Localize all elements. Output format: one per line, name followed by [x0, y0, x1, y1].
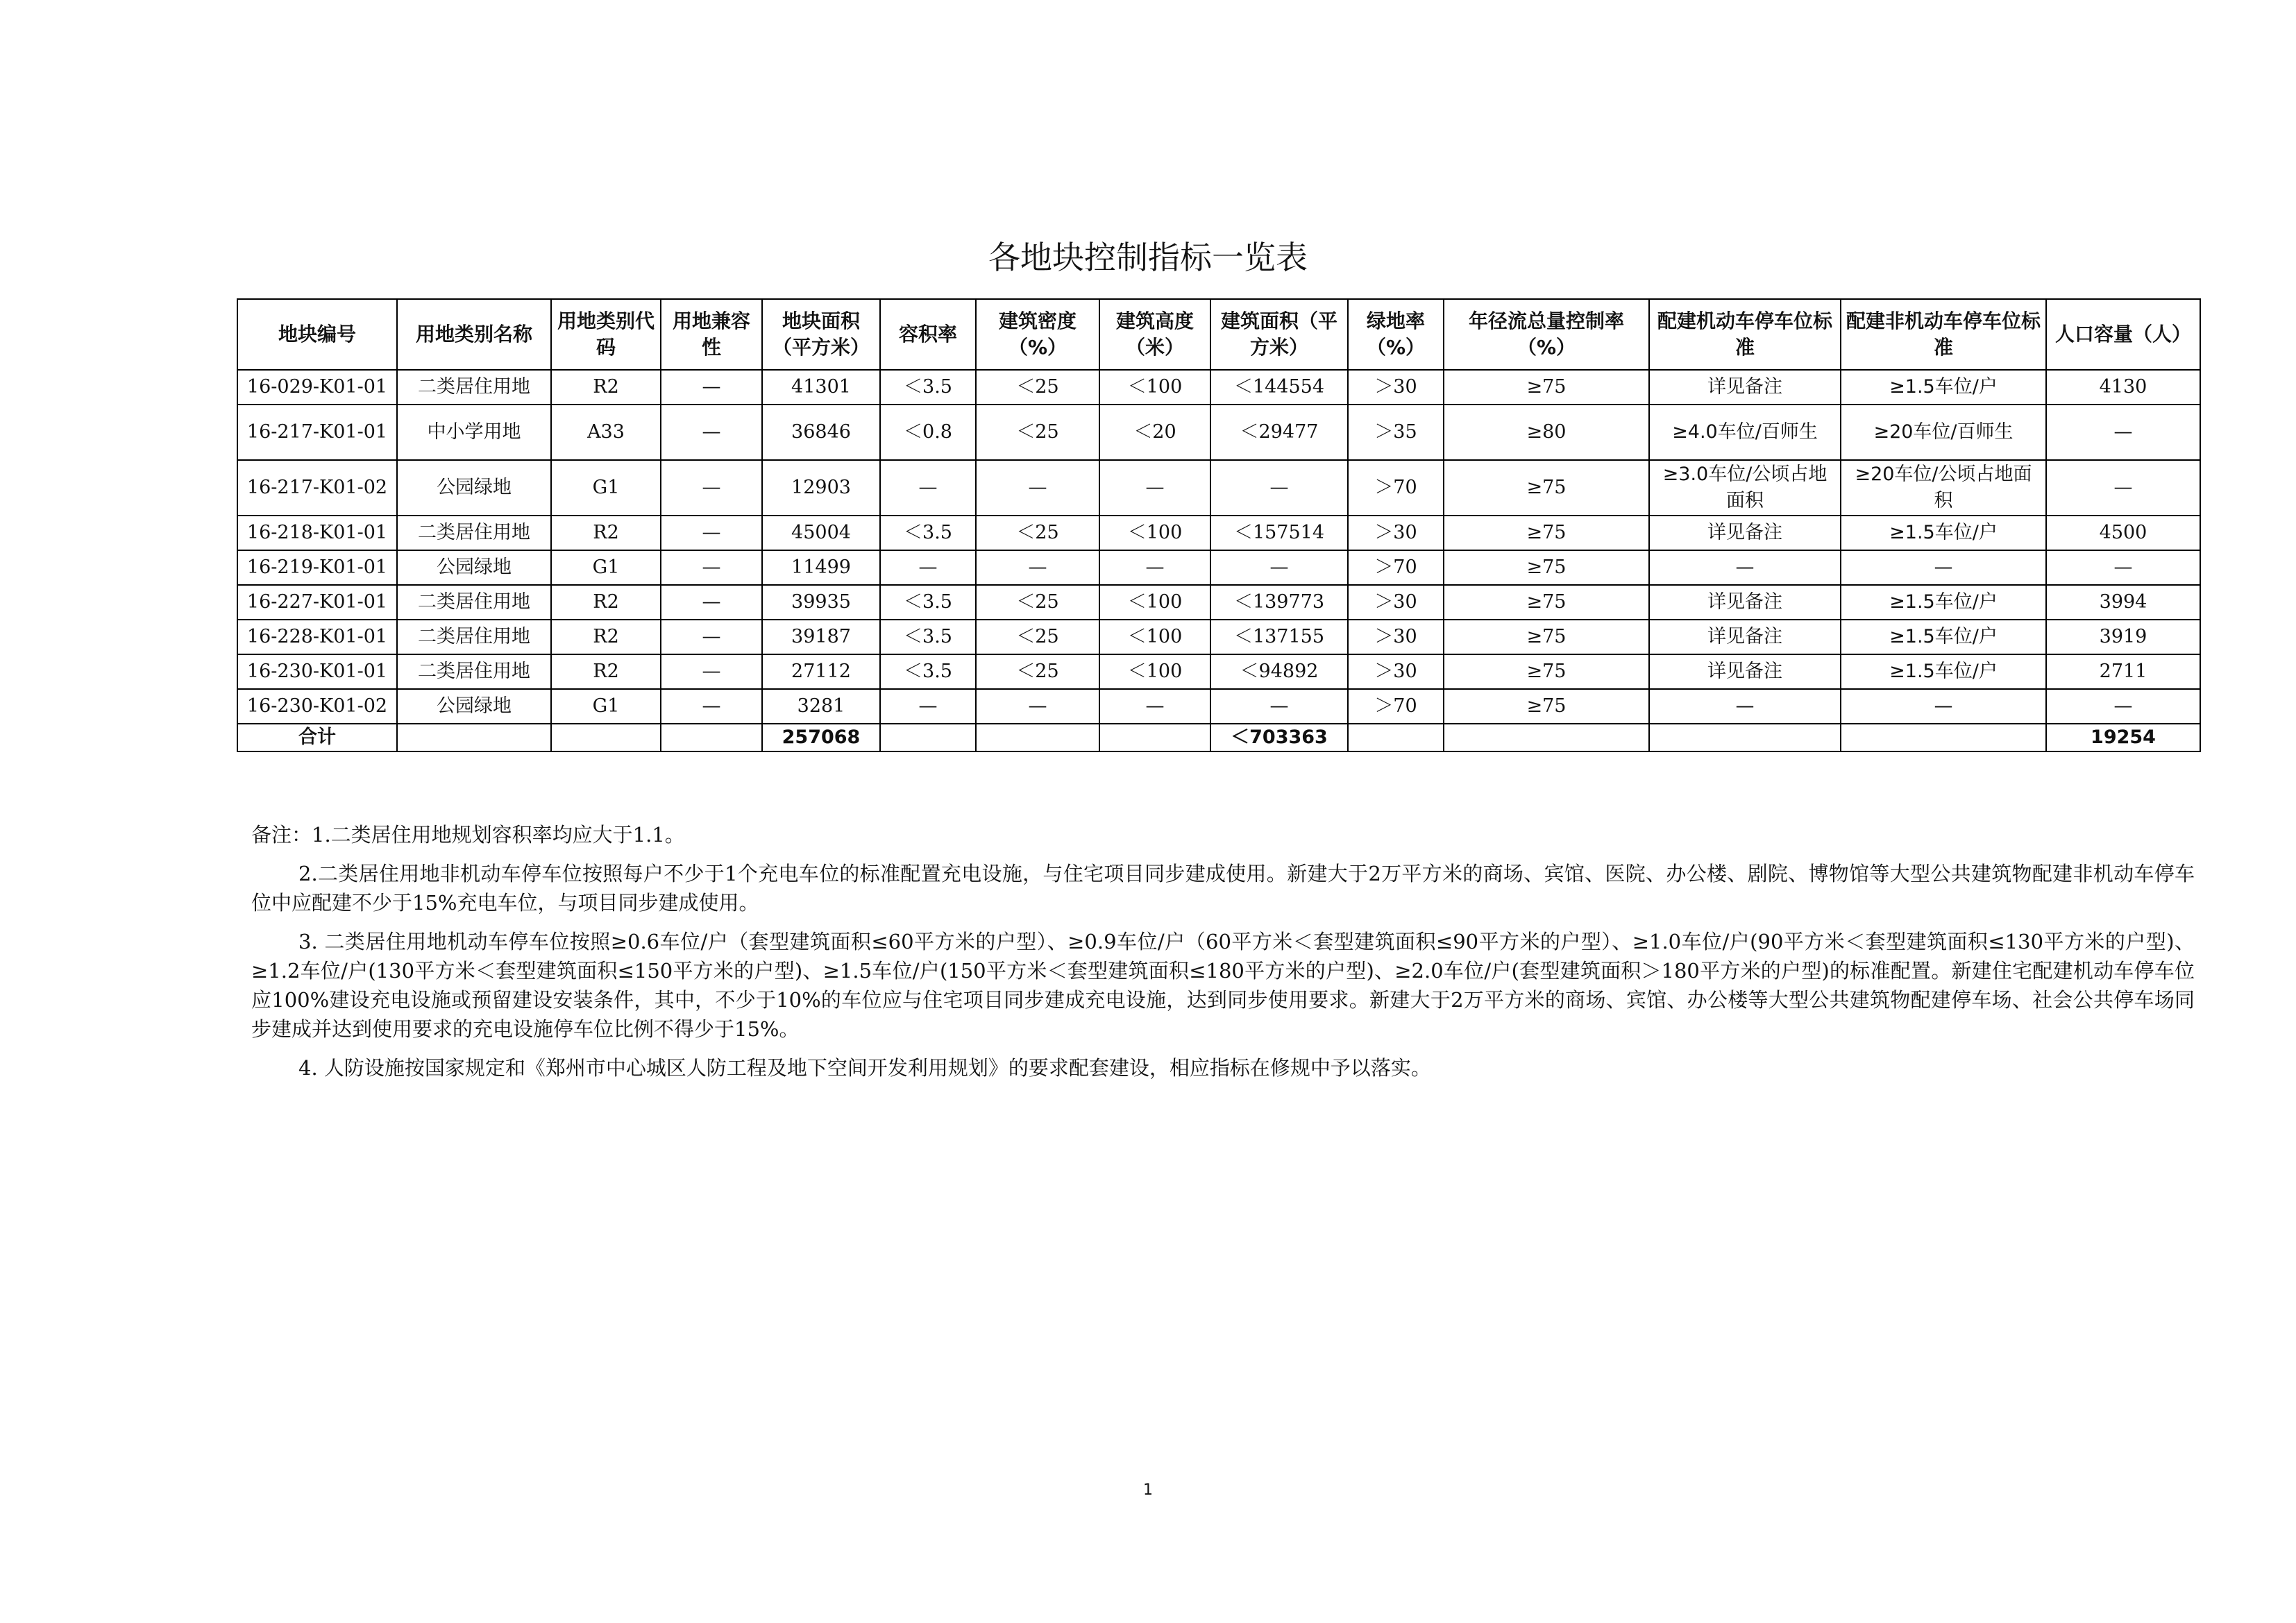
table-cell	[397, 724, 551, 751]
compatibility: —	[661, 620, 762, 654]
floor-area: ＜139773	[1210, 585, 1348, 620]
header-cell: 用地类别代码	[551, 299, 661, 370]
population-capacity: —	[2046, 689, 2200, 724]
population-capacity: —	[2046, 460, 2200, 516]
remark-3: 3. 二类居住用地机动车停车位按照≥0.6车位/户（套型建筑面积≤60平方米的户型）、≥0.9车位/户（60平方米＜套型建筑面积≤90平方米的户型）、≥1.0车位/户(90平方米＜套型建筑面积≤130平方米的户型)、≥1.2车位/户(130平方米＜套型建筑面积≤150平方米的户型)、≥1.5车位/户(150平方米＜套型建筑面积≤180平方米的户型)、≥2.0车位/户(套型建筑面积＞180平方米的户型)的标准配置。新建住宅配建机动车停车位应100%建设充电设施或预留建设安装条件，其中，不少于10%的车位应与住宅项目同步建成充电设施，达到同步使用要求。新建大于2万平方米的商场、宾馆、办公楼等大型公共建筑物配建停车场、社会公共停车场同步建成并达到使用要求的充电设施停车位比例不得少于15%。	[251, 930, 2195, 1041]
motor-parking-standard: 详见备注	[1649, 620, 1841, 654]
building-height: ＜100	[1099, 654, 1210, 689]
land-use-name: 二类居住用地	[397, 585, 551, 620]
table-header-row	[237, 299, 2200, 370]
green-ratio: ＞70	[1348, 689, 1444, 724]
motor-parking-standard: ≥3.0车位/公顷占地面积	[1649, 460, 1841, 516]
building-height: ＜100	[1099, 370, 1210, 405]
header-cell: 建筑面积（平方米）	[1210, 299, 1348, 370]
table-body	[237, 370, 2200, 751]
plot-id: 16-228-K01-01	[237, 620, 397, 654]
runoff-control-rate: ≥75	[1444, 460, 1649, 516]
runoff-control-rate: ≥75	[1444, 585, 1649, 620]
land-use-code: R2	[551, 585, 661, 620]
motor-parking-standard: ≥4.0车位/百师生	[1649, 405, 1841, 460]
header-cell: 配建非机动车停车位标准	[1841, 299, 2046, 370]
control-index-table	[237, 298, 2201, 752]
plot-area: 39935	[762, 585, 880, 620]
motor-parking-standard: 详见备注	[1649, 516, 1841, 550]
population-capacity: 2711	[2046, 654, 2200, 689]
building-density: ＜25	[976, 516, 1099, 550]
compatibility: —	[661, 405, 762, 460]
nonmotor-parking-standard: ≥20车位/百师生	[1841, 405, 2046, 460]
green-ratio: ＞35	[1348, 405, 1444, 460]
plot-id: 16-227-K01-01	[237, 585, 397, 620]
compatibility: —	[661, 370, 762, 405]
building-density: ＜25	[976, 405, 1099, 460]
land-use-code: G1	[551, 460, 661, 516]
land-use-code: R2	[551, 620, 661, 654]
plot-area: 41301	[762, 370, 880, 405]
population-capacity: 3994	[2046, 585, 2200, 620]
header-cell: 建筑高度（米）	[1099, 299, 1210, 370]
nonmotor-parking-standard: ≥1.5车位/户	[1841, 620, 2046, 654]
floor-area: ＜137155	[1210, 620, 1348, 654]
land-use-name: 二类居住用地	[397, 370, 551, 405]
green-ratio: ＞30	[1348, 370, 1444, 405]
plot-area: 39187	[762, 620, 880, 654]
floor-area-ratio: ＜3.5	[880, 516, 976, 550]
building-density: ＜25	[976, 370, 1099, 405]
header-cell: 容积率	[880, 299, 976, 370]
compatibility: —	[661, 516, 762, 550]
green-ratio: ＞30	[1348, 516, 1444, 550]
runoff-control-rate: ≥75	[1444, 550, 1649, 585]
motor-parking-standard: 详见备注	[1649, 370, 1841, 405]
page-number: 1	[1143, 1481, 1153, 1499]
header-cell: 配建机动车停车位标准	[1649, 299, 1841, 370]
header-cell: 人口容量（人）	[2046, 299, 2200, 370]
table-row	[237, 516, 2200, 550]
building-height: ＜100	[1099, 585, 1210, 620]
plot-area: 12903	[762, 460, 880, 516]
table-cell	[1348, 724, 1444, 751]
plot-area: 27112	[762, 654, 880, 689]
land-use-name: 二类居住用地	[397, 620, 551, 654]
plot-area: 36846	[762, 405, 880, 460]
total-area: 257068	[762, 724, 880, 751]
nonmotor-parking-standard: ≥20车位/公顷占地面积	[1841, 460, 2046, 516]
remark-2: 2.二类居住用地非机动车停车位按照每户不少于1个充电车位的标准配置充电设施，与住宅项目同步建成使用。新建大于2万平方米的商场、宾馆、医院、办公楼、剧院、博物馆等大型公共建筑物配建非机动车停车位中应配建不少于15%充电车位，与项目同步建成使用。	[251, 862, 2195, 915]
runoff-control-rate: ≥75	[1444, 654, 1649, 689]
building-height: ＜20	[1099, 405, 1210, 460]
motor-parking-standard: 详见备注	[1649, 585, 1841, 620]
remarks	[251, 820, 2195, 1092]
building-height: —	[1099, 460, 1210, 516]
land-use-name: 公园绿地	[397, 460, 551, 516]
motor-parking-standard: —	[1649, 689, 1841, 724]
compatibility: —	[661, 585, 762, 620]
land-use-name: 公园绿地	[397, 550, 551, 585]
header-cell: 地块面积（平方米）	[762, 299, 880, 370]
remark-1: 备注：1.二类居住用地规划容积率均应大于1.1。	[251, 823, 685, 847]
floor-area: —	[1210, 550, 1348, 585]
plot-area: 45004	[762, 516, 880, 550]
population-capacity: 4500	[2046, 516, 2200, 550]
green-ratio: ＞30	[1348, 585, 1444, 620]
floor-area-ratio: ＜3.5	[880, 370, 976, 405]
plot-id: 16-219-K01-01	[237, 550, 397, 585]
runoff-control-rate: ≥75	[1444, 689, 1649, 724]
table-cell	[1444, 724, 1649, 751]
land-use-code: R2	[551, 516, 661, 550]
land-use-code: R2	[551, 654, 661, 689]
floor-area: ＜29477	[1210, 405, 1348, 460]
plot-area: 11499	[762, 550, 880, 585]
table-row	[237, 370, 2200, 405]
table-cell	[976, 724, 1099, 751]
land-use-code: G1	[551, 550, 661, 585]
table-row	[237, 550, 2200, 585]
table-cell	[551, 724, 661, 751]
remark-4: 4. 人防设施按国家规定和《郑州市中心城区人防工程及地下空间开发利用规划》的要求配套建设，相应指标在修规中予以落实。	[298, 1056, 1431, 1080]
plot-id: 16-217-K01-01	[237, 405, 397, 460]
compatibility: —	[661, 550, 762, 585]
total-floor-area: ＜703363	[1210, 724, 1348, 751]
table-cell	[1649, 724, 1841, 751]
motor-parking-standard: —	[1649, 550, 1841, 585]
floor-area: ＜94892	[1210, 654, 1348, 689]
floor-area: —	[1210, 689, 1348, 724]
green-ratio: ＞30	[1348, 620, 1444, 654]
building-density: —	[976, 460, 1099, 516]
header-cell: 地块编号	[237, 299, 397, 370]
header-cell: 用地类别名称	[397, 299, 551, 370]
floor-area-ratio: ＜3.5	[880, 620, 976, 654]
building-density: ＜25	[976, 654, 1099, 689]
table-row	[237, 654, 2200, 689]
population-capacity: 4130	[2046, 370, 2200, 405]
building-density: ＜25	[976, 620, 1099, 654]
building-height: —	[1099, 689, 1210, 724]
compatibility: —	[661, 460, 762, 516]
table-row	[237, 620, 2200, 654]
green-ratio: ＞30	[1348, 654, 1444, 689]
floor-area-ratio: —	[880, 550, 976, 585]
total-label: 合计	[237, 724, 397, 751]
green-ratio: ＞70	[1348, 460, 1444, 516]
land-use-name: 二类居住用地	[397, 654, 551, 689]
floor-area-ratio: ＜0.8	[880, 405, 976, 460]
runoff-control-rate: ≥75	[1444, 620, 1649, 654]
compatibility: —	[661, 654, 762, 689]
floor-area: ＜144554	[1210, 370, 1348, 405]
plot-area: 3281	[762, 689, 880, 724]
table-cell	[880, 724, 976, 751]
nonmotor-parking-standard: ≥1.5车位/户	[1841, 585, 2046, 620]
header-cell: 用地兼容性	[661, 299, 762, 370]
runoff-control-rate: ≥80	[1444, 405, 1649, 460]
plot-id: 16-029-K01-01	[237, 370, 397, 405]
plot-id: 16-230-K01-01	[237, 654, 397, 689]
floor-area: —	[1210, 460, 1348, 516]
header-cell: 建筑密度（%）	[976, 299, 1099, 370]
population-capacity: —	[2046, 550, 2200, 585]
building-density: —	[976, 689, 1099, 724]
land-use-code: A33	[551, 405, 661, 460]
floor-area-ratio: —	[880, 689, 976, 724]
table-row	[237, 460, 2200, 516]
table-row	[237, 405, 2200, 460]
building-density: ＜25	[976, 585, 1099, 620]
table-row	[237, 585, 2200, 620]
nonmotor-parking-standard: —	[1841, 550, 2046, 585]
floor-area: ＜157514	[1210, 516, 1348, 550]
table-cell	[1099, 724, 1210, 751]
nonmotor-parking-standard: ≥1.5车位/户	[1841, 516, 2046, 550]
building-height: ＜100	[1099, 516, 1210, 550]
page-title: 各地块控制指标一览表	[988, 239, 1308, 276]
building-height: —	[1099, 550, 1210, 585]
runoff-control-rate: ≥75	[1444, 516, 1649, 550]
green-ratio: ＞70	[1348, 550, 1444, 585]
population-capacity: —	[2046, 405, 2200, 460]
plot-id: 16-218-K01-01	[237, 516, 397, 550]
plot-id: 16-230-K01-02	[237, 689, 397, 724]
table-row	[237, 689, 2200, 724]
header-cell: 年径流总量控制率（%）	[1444, 299, 1649, 370]
total-row	[237, 724, 2200, 751]
nonmotor-parking-standard: ≥1.5车位/户	[1841, 370, 2046, 405]
land-use-code: R2	[551, 370, 661, 405]
runoff-control-rate: ≥75	[1444, 370, 1649, 405]
building-height: ＜100	[1099, 620, 1210, 654]
nonmotor-parking-standard: —	[1841, 689, 2046, 724]
floor-area-ratio: ＜3.5	[880, 585, 976, 620]
population-capacity: 3919	[2046, 620, 2200, 654]
table-cell	[1841, 724, 2046, 751]
compatibility: —	[661, 689, 762, 724]
floor-area-ratio: ＜3.5	[880, 654, 976, 689]
land-use-name: 二类居住用地	[397, 516, 551, 550]
motor-parking-standard: 详见备注	[1649, 654, 1841, 689]
land-use-code: G1	[551, 689, 661, 724]
land-use-name: 公园绿地	[397, 689, 551, 724]
header-cell: 绿地率（%）	[1348, 299, 1444, 370]
plot-id: 16-217-K01-02	[237, 460, 397, 516]
building-density: —	[976, 550, 1099, 585]
total-population: 19254	[2046, 724, 2200, 751]
nonmotor-parking-standard: ≥1.5车位/户	[1841, 654, 2046, 689]
floor-area-ratio: —	[880, 460, 976, 516]
land-use-name: 中小学用地	[397, 405, 551, 460]
table-cell	[661, 724, 762, 751]
